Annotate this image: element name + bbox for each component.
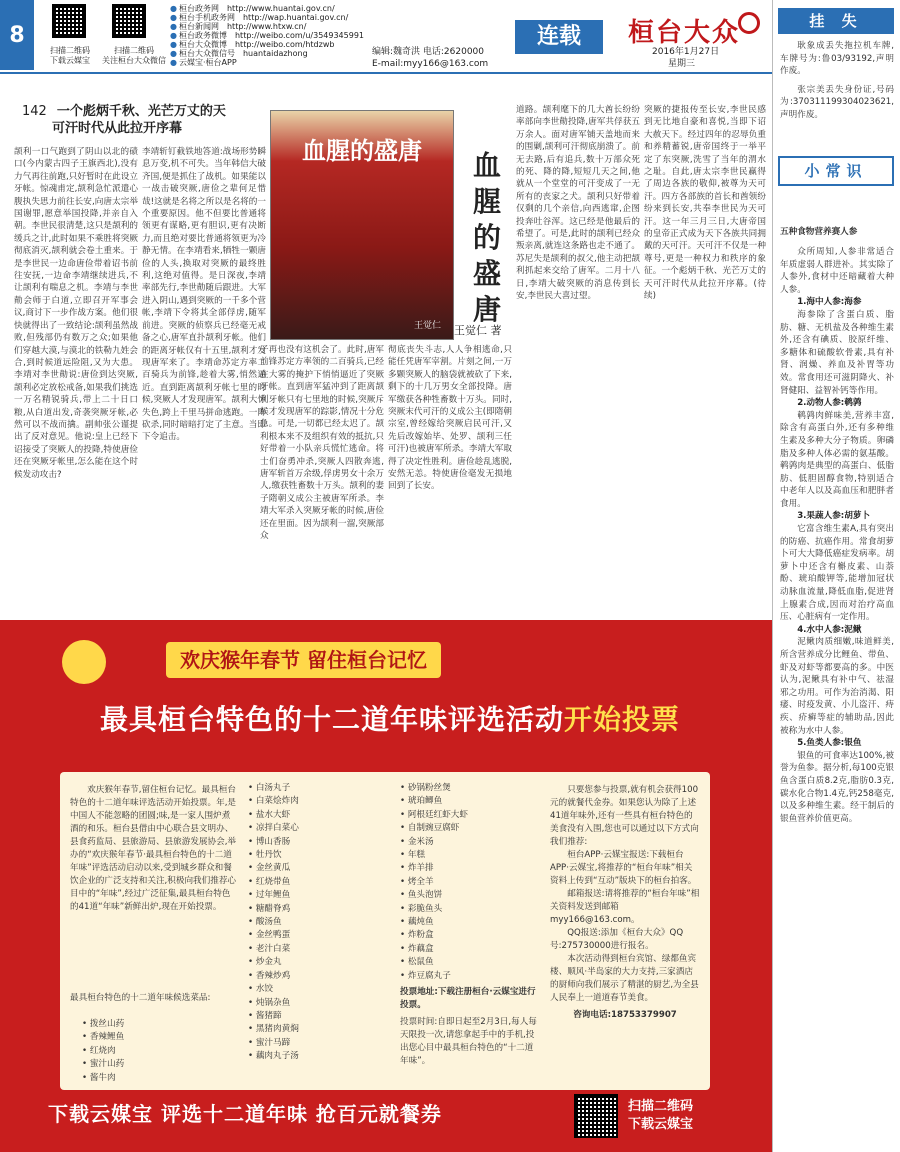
ad-sponsor-text: 本次活动得到桓台宾馆、绿都鱼宾楼、顺风·半岛家的大力支持,三家酒店的厨师向我们展示了精湛的厨艺,为全县人民奉上一道道春节美食。 xyxy=(550,954,699,1003)
advertisement xyxy=(0,620,772,1152)
tip-subheading: 4.水中人参:泥鳅 xyxy=(797,624,862,635)
ad-app-line: 桓台APP·云媒宝报送:下载桓台APP·云媒宝,将推荐的“桓台年味”相关资料上传到“互动”版块下的桓台拍客。 xyxy=(550,850,697,886)
lost-notice-item: 耿象成丢失拖拉机车牌,车牌号为:鲁03/93192,声明作废。 xyxy=(780,41,894,77)
dish-item: • 红烧带鱼 xyxy=(248,876,388,889)
article-col-2: 李靖斩钉截铁地答道:战场形势瞬息万变,机不可失。当年韩信大破齐国,便是抓住了战机。如果能以一战击破突厥,唐俭之辈何足惜哉!这就是名将之所以是名将的一个重要原因。他不但要比普通将领更有谋略,更有胆识,更有决断力,而且绝对要比普通将领更为冷静无情。在李靖看来,牺牲一颗唐俭的人头,换取对突厥的最终胜利,这绝对值得。是日深夜,李靖率部先行,李世勣随后跟进。大军进入阴山,遇到突厥的一千多个营帐,李靖下令将其全部俘虏,随军前进。突厥的侦察兵已经毫无戒备之心,唐军直扑颉利牙帐。他们的距离牙帐仅有十五里,颉利才发现唐军来了。李靖命苏定方率二百骑兵为前锋,趁着大雾,悄然逼近。直到距离颉利牙帐七里的时候,突厥人才发现唐军。颉利大惊失色,跨上千里马拼命逃跑。一阵砍杀,同时暗暗打定了主意。当即下令追击。 xyxy=(142,147,266,443)
issue-weekday: 星期三 xyxy=(668,59,696,69)
dish-item: • 鱼头泡饼 xyxy=(400,889,540,902)
article-title-line2: 可汗时代从此拉开序幕 xyxy=(52,121,183,136)
ad-contact: 咨询电话:18753379907 xyxy=(573,1010,677,1020)
vertical-title-char: 盛 xyxy=(472,257,501,290)
header-link-item[interactable]: ● 桓台政务网 http://www.huantai.gov.cn/ xyxy=(170,4,335,13)
ad-qr-caption: 扫描二维码 下载云媒宝 xyxy=(628,1099,694,1132)
tip-subheading: 3.果蔬人参:胡萝卜 xyxy=(797,511,871,522)
ad-dish-list-2 xyxy=(248,782,388,1064)
tip-body: 鹌鹑肉鲜味美,营养丰富,除含有高蛋白外,还有多种维生素及多种大分子物质。卵磷脂及多种人体必需的氨基酸。鹌鹑肉是典型的高蛋白、低脂肪、低胆固醇食物,特别适合中老年人以及高血压和肥胖者食用。 xyxy=(780,410,894,509)
dish-item: • 水饺 xyxy=(248,983,388,996)
dish-item: • 炖锅杂鱼 xyxy=(248,997,388,1010)
book-cover-title: 血腥的盛唐 xyxy=(302,136,422,165)
author-line: 王觉仁 著 xyxy=(454,324,502,337)
page-number: 8 xyxy=(0,0,34,70)
tip-subheading: 5.鱼类人参:银鱼 xyxy=(797,738,862,749)
qr-code-wechat xyxy=(112,4,146,38)
masthead-logo-icon xyxy=(738,12,760,34)
column-title: 连载 xyxy=(515,20,603,54)
tip-body: 泥鳅肉质细嫩,味道鲜美,所含营养成分比鲤鱼、带鱼、虾及对虾等都要高的多。中医认为,泥鳅具有补中气、祛湿邪之功用。可作为治消渴、阳痿、时疫发黄、小儿盗汗、痔疾、疥癣等症的辅助品,因此被称为水中人参。 xyxy=(780,637,894,736)
dish-item: • 蜜汁马蹄 xyxy=(248,1037,388,1050)
dish-item: • 香辣鲤鱼 xyxy=(82,1031,222,1044)
issue-date: 2016年1月27日 xyxy=(652,47,720,57)
editor-line: 编辑:魏奇洪 电话:2620000 xyxy=(372,47,485,57)
header-rule xyxy=(0,72,772,74)
article-col-3: 子再也没有这机会了。此时,唐军前锋苏定方率领的二百骑兵,已经在大雾的掩护下悄悄逼近了突厥牙帐。直到唐军猛冲到了距离颉利牙帐只有七里地的时候,突厥斥候才发现唐军的踪影,情况十分危急。可是,一切都已经太迟了。颉利根本来不及组织有效的抵抗,只好带着一小队亲兵慌忙逃命。将士们奋勇冲杀,突厥人四散奔逃,唐军斩首万余级,俘虏男女十余万人,缴获牲畜数十万头。颉利的妻子隋朝义成公主被唐军所杀。李靖大军杀入突厥牙帐的时候,唐俭还在里面。因为颉利一溜,突厥部众 xyxy=(260,345,384,542)
dish-item: • 自制豌豆腐虾 xyxy=(400,822,540,835)
lost-notice-list xyxy=(780,40,894,122)
dish-item: • 炸豆腐丸子 xyxy=(400,970,540,983)
dish-item: • 金丝黄瓜 xyxy=(248,862,388,875)
dish-item: • 藕炖鱼 xyxy=(400,916,540,929)
header-link-item[interactable]: ● 桓台手机政务网 http://wap.huantai.gov.cn/ xyxy=(170,13,349,22)
ad-right-text: 只要您参与投票,就有机会获得100元的就餐代金券。如果您认为除了上述41道年味外,还有一些具有桓台特色的美食没有入围,您也可以通过以下方式向我们推荐: xyxy=(550,785,699,847)
ad-intro: 欢庆猴年春节,留住桓台记忆。最具桓台特色的十二道年味评选活动开始投票。年,是中国人不能忽略的团圆;味,是一家人围炉煮酒的和乐。桓台县借由中心联合县文明办、县食药监局、县旅游局、县旅游发展协会,举办的“欢庆猴年春节·最具桓台特色的十二道年味”评选活动启动以来,受到城乡群众和餐饮企业的广泛支持和关注,积极向我们推荐心目中的“年味”,经过广泛征集,最具桓台特色的41道“年味”新鲜出炉,现在开始投票。 xyxy=(70,785,237,912)
dish-item: • 金米汤 xyxy=(400,836,540,849)
dish-item: • 年糕 xyxy=(400,849,540,862)
book-cover-author: 王觉仁 xyxy=(413,321,441,331)
ad-qq-line: QQ报送:添加《桓台大众》QQ号:275730000进行报名。 xyxy=(550,928,684,951)
qr-caption-wechat: 扫描二维码 关注桓台大众微信 xyxy=(102,46,166,65)
vertical-title-char: 腥 xyxy=(472,185,501,218)
header-link-item[interactable]: ● 桓台新闻网 http://www.htxw.cn/ xyxy=(170,22,307,31)
masthead: 桓台大众 xyxy=(628,18,741,48)
header-link-item[interactable]: ● 桓台政务微博 http://weibo.com/u/3549345991 xyxy=(170,31,364,40)
tip-body: 银鱼的可食率达100%,被誉为鱼参。据分析,每100克银鱼含蛋白质8.2克,脂肪0.3克,碳水化合物1.4克,钙258毫克,以及多种维生素。经干制后的银鱼营养价值更高。 xyxy=(780,750,894,824)
dish-item: • 凉拌白菜心 xyxy=(248,822,388,835)
header-link-item[interactable]: ● 桓台大众微信号 huantaidazhong xyxy=(170,49,308,58)
vertical-title-char: 血 xyxy=(472,149,501,182)
tip-body: 海参除了含蛋白质、脂肪、糖、无机盐及各种维生素外,还含有碘质、胶原纤维、多糖体和硫酸软骨素,具有补肾、润燥、养血及补胃等功效。常食用还可滋阴降火、补肾健阳、益智补钙等作用。 xyxy=(780,309,894,396)
article-col-4: 彻底丧失斗志,人人争相逃命,只能任凭唐军宰割。片刻之间,一万多颗突厥人的脑袋就被砍了下来,剩下的十几万男女全部投降。唐军缴获各种牲畜数十万头。同时,突厥末代可汗的义成公主(即隋朝宗室,曾经嫁给突厥启民可汗,又先后改嫁始毕、处罗、颉利三任可汗)也被唐军所杀。李靖大军取得了决定性胜利。唐俭趁乱逃脱,安然无恙。特使唐俭毫发无损地回到了长安。 xyxy=(388,345,512,492)
dish-item: • 炒金丸 xyxy=(248,956,388,969)
dish-item: • 白菜烩炸肉 xyxy=(248,795,388,808)
tip-subheading: 1.海中人参:海参 xyxy=(797,297,862,308)
article-col-1: 颉利一口气跑到了阴山以北的碛口(今内蒙古四子王旗西北),没有力气再往前跑,只好暂时在此设立牙帐。惊魂甫定,颉利急忙派遣心腹执失思力前往长安,向唐太宗举国谢罪,愿意举国投降,并亲自入朝。李世民很清楚,这只是颉利的缓兵之计,此时如果不乘胜将突厥彻底消灭,颉利就会卷土重来。于是李世民一边命唐俭带着诏书前往安抚,一边命李靖继续进兵,不让颉利有喘息之机。李靖与李世勣会师于白道,立即召开军事会议,商讨下一步作战方案。他们很快就得出了一致结论:颉利虽然战败,但残部仍有数万之众;如果他们穿越大漠,与漠北的铁勒九姓会合,到时候道远险阻,又为大患。李靖对李世勣说:唐俭到达突厥,颉利必定放松戒备,如果我们挑选一万名精锐骑兵,带上二十日口粮,从白道出发,奇袭突厥牙帐,必然可以不战而擒。副帅张公谨提出了反对意见。他说:皇上已经下诏接受了突厥人的投降,特使唐俭还在突厥牙帐里,怎么能在这个时候发动攻击? xyxy=(14,147,138,480)
vertical-book-title xyxy=(470,148,504,328)
lost-notice-item: 张宗美丢失身份证,号码为:370311199304023621,声明作废。 xyxy=(780,84,894,120)
lost-notice-heading: 挂 失 xyxy=(778,8,894,34)
article-title: 142 一个彪炳千秋、光芒万丈的天 xyxy=(22,104,226,119)
dish-item: • 酱牛肉 xyxy=(82,1072,222,1085)
dish-item: • 酱猪蹄 xyxy=(248,1010,388,1023)
dish-item: • 老汁白菜 xyxy=(248,943,388,956)
dish-item: • 香辣炒鸡 xyxy=(248,970,388,983)
ad-banner: 欢庆猴年春节 留住桓台记忆 xyxy=(166,642,441,678)
ad-qr-code xyxy=(574,1094,618,1138)
vertical-title-char: 唐 xyxy=(472,293,501,326)
book-cover-image xyxy=(270,110,454,340)
dish-item: • 砂锅粉丝煲 xyxy=(400,782,540,795)
dish-item: • 博山香肠 xyxy=(248,836,388,849)
header-links xyxy=(170,4,370,67)
ad-headline: 最具桓台特色的十二道年味评选活动开始投票 xyxy=(99,703,681,736)
tips-heading: 小常识 xyxy=(778,156,894,186)
dish-item: • 炸羊排 xyxy=(400,862,540,875)
dish-item: • 炸藕盒 xyxy=(400,943,540,956)
ad-dish-list-1 xyxy=(82,1018,222,1085)
dish-item: • 蜜汁山药 xyxy=(82,1058,222,1071)
dish-item: • 酸汤鱼 xyxy=(248,916,388,929)
article-col-6: 突厥的捷报传至长安,李世民感到无比地自豪和喜悦,当即下诏大赦天下。经过四年的忍辱负重和养精蓄锐,唐帝国终于一举平定了东突厥,洗雪了当年的渭水之耻。自此,唐太宗李世民赢得了周边各族的敬仰,被尊为天可汗。四方各部族的首长和酋领纷纷来到长安,共奉李世民为天可汗。这一年三月三日,大唐帝国的皇帝正式成为天下各族共同拥戴的天可汗。天可汗不仅是一种尊号,更是一种权力和秩序的象征。一个彪炳千秋、光芒万丈的天可汗时代从此拉开序幕。(待续) xyxy=(644,105,766,302)
dish-item: • 白汤丸子 xyxy=(248,782,388,795)
dish-item: • 红烧肉 xyxy=(82,1045,222,1058)
dish-item: • 牡丹饮 xyxy=(248,849,388,862)
qr-caption-app: 扫描二维码 下载云媒宝 xyxy=(50,46,90,65)
monkey-logo-icon xyxy=(62,640,106,684)
dish-item: • 拨丝山药 xyxy=(82,1018,222,1031)
dish-item: • 琥珀鲫鱼 xyxy=(400,795,540,808)
email-line: E-mail:myy166@163.com xyxy=(372,59,489,69)
tip-body: 它富含维生素A,具有突出的防癌、抗癌作用。常食胡萝卜可大大降低癌症发病率。胡萝卜中还含有槲皮素、山萘酚、琥珀酸钾等,能增加冠状动脉血流量,降低血脂,促进肾上腺素合成,因而对治疗高血压、心脏病有一定作用。 xyxy=(780,524,894,623)
tip-subheading: 2.动物人参:鹌鹑 xyxy=(797,398,862,409)
tips-article-title: 五种食物营养赛人参 xyxy=(780,227,858,237)
ad-list-label: 最具桓台特色的十二道年味候选菜品: xyxy=(70,993,211,1003)
article-col-5: 道路。颉利麾下的几大酋长纷纷率部向李世勣投降,唐军共俘获五万余人。面对唐军铺天盖地而来的围剿,颉利可汗彻底崩溃了。前无去路,后有追兵,数十万部众死的死、降的降,短短几天之间,他就从一个堂堂的可汗变成了一无所有的丧家之犬。颉利只好带着仅剩的几个亲信,向西逃窜,企图投奔吐谷浑。这已经是他最后的希望了。可是,此时的颉利已经众叛亲离,就连这条路也走不通了。苏尼失是颉利的叔父,他主动把颉利抓起来交给了唐军。二月十八日,李靖大破突厥的消息传到长安,李世民大喜过望。 xyxy=(516,105,640,302)
ad-content-box xyxy=(60,772,710,1090)
dish-item: • 藕肉丸子汤 xyxy=(248,1050,388,1063)
dish-item: • 炸粉盒 xyxy=(400,929,540,942)
dish-item: • 黑猪肉黄焖 xyxy=(248,1023,388,1036)
tips-intro: 众所周知,人参非常适合年质虚弱人群进补。其实除了人参外,食材中还暗藏着大种人参。 xyxy=(780,247,894,295)
ad-footer-slogan: 下载云媒宝 评选十二道年味 抢百元就餐券 xyxy=(48,1102,442,1126)
dish-item: • 过年鲤鱼 xyxy=(248,889,388,902)
dish-item: • 糖醋脊鸡 xyxy=(248,903,388,916)
dish-item: • 烤全羊 xyxy=(400,876,540,889)
vertical-title-char: 的 xyxy=(472,221,501,254)
tips-body xyxy=(780,246,894,1146)
ad-vote-address: 投票地址:下载注册桓台·云媒宝进行投票。 xyxy=(400,987,536,1010)
ad-dish-list-3 xyxy=(400,782,540,983)
ad-vote-time: 投票时间:自即日起至2月3日,每人每天限投一次,请您拿起手中的手机,投出您心目中最具桓台特色的“十二道年味”。 xyxy=(400,1017,537,1066)
dish-item: • 松鼠鱼 xyxy=(400,956,540,969)
ad-right-column xyxy=(550,784,700,1022)
dish-item: • 盐水大虾 xyxy=(248,809,388,822)
header-link-item[interactable]: ● 云媒宝·桓台APP xyxy=(170,58,237,67)
column-divider xyxy=(772,0,773,1152)
dish-item: • 阿根廷红虾大虾 xyxy=(400,809,540,822)
dish-item: • 金丝鸭蛋 xyxy=(248,929,388,942)
qr-code-app xyxy=(52,4,86,38)
ad-mail-line: 邮箱报送:请将推荐的“桓台年味”相关资料发送到邮箱myy166@163.com。 xyxy=(550,889,700,925)
header-link-item[interactable]: ● 桓台大众微博 http://weibo.com/htdzwb xyxy=(170,40,335,49)
dish-item: • 彩脆鱼头 xyxy=(400,903,540,916)
